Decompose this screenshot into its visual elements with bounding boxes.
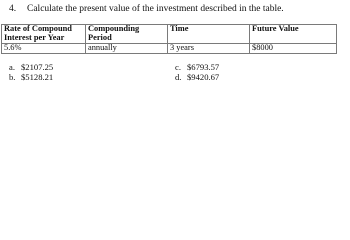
choice-b-letter: b. bbox=[9, 72, 16, 82]
choice-b[interactable] bbox=[9, 72, 53, 82]
cell-future-value: $8000 bbox=[250, 44, 337, 54]
header-compounding-period: Compounding Period bbox=[86, 25, 168, 44]
choice-a-letter: a. bbox=[9, 62, 15, 72]
cell-time: 3 years bbox=[168, 44, 250, 54]
choice-d[interactable] bbox=[175, 72, 219, 82]
question-number: 4. bbox=[9, 4, 17, 14]
cell-rate: 5.6% bbox=[2, 44, 86, 54]
header-time: Time bbox=[168, 25, 250, 44]
choice-c-value: $6793.57 bbox=[187, 62, 220, 72]
cell-compounding-period: annually bbox=[86, 44, 168, 54]
table-header-row bbox=[2, 25, 337, 44]
header-rate: Rate of Compound Interest per Year bbox=[2, 25, 86, 44]
choice-c[interactable] bbox=[175, 62, 219, 72]
choice-a[interactable] bbox=[9, 62, 53, 72]
choice-b-value: $5128.21 bbox=[21, 72, 54, 82]
choice-a-value: $2107.25 bbox=[21, 62, 54, 72]
choice-c-letter: c. bbox=[175, 62, 181, 72]
header-future-value: Future Value bbox=[250, 25, 337, 44]
investment-table bbox=[1, 24, 337, 54]
question-prompt: Calculate the present value of the investment described in the table. bbox=[27, 4, 284, 14]
choice-d-value: $9420.67 bbox=[187, 72, 220, 82]
choice-d-letter: d. bbox=[175, 72, 182, 82]
table-row bbox=[2, 44, 337, 54]
